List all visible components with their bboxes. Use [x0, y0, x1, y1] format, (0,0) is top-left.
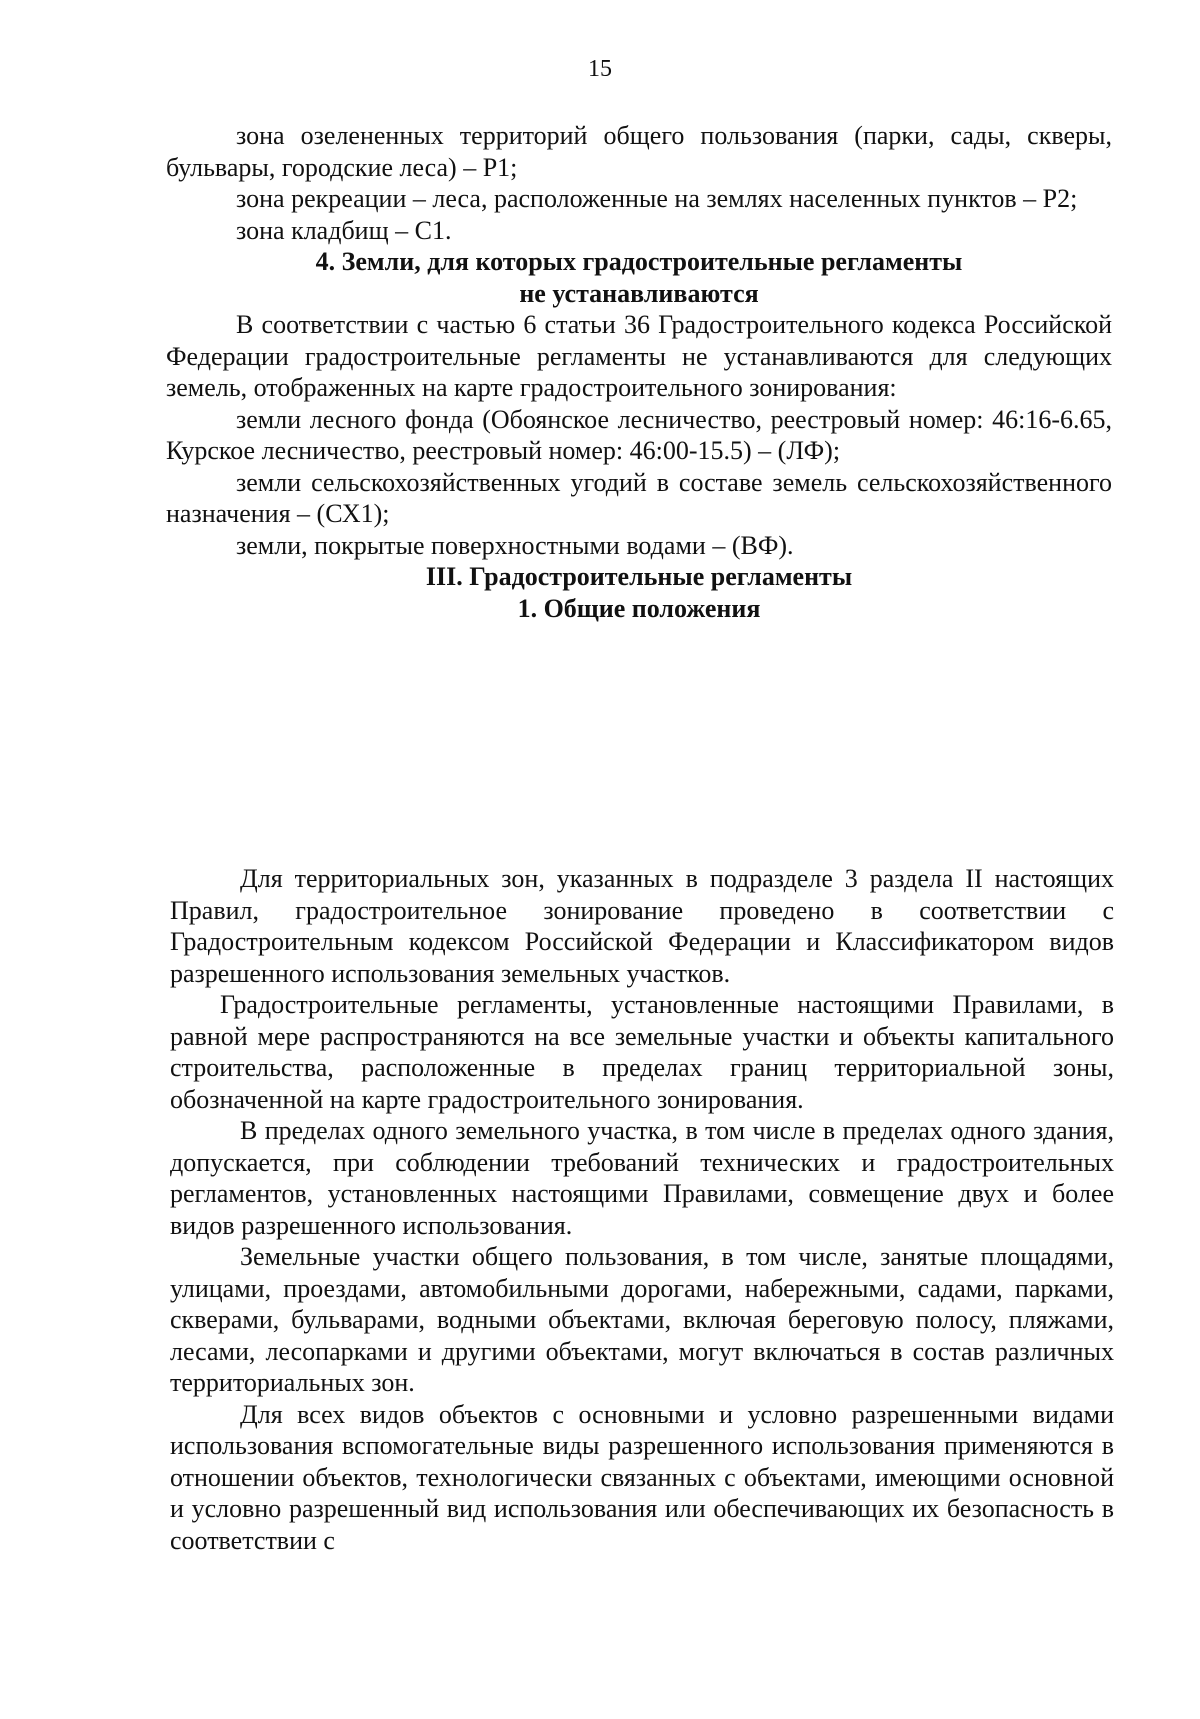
general-provisions-paragraph: Для территориальных зон, указанных в подразделе 3 раздела II настоящих Правил, градостроительное зонирование проведено в соответствии с Градостроительным кодексом Российской Федерации и Классификатором видов разрешенного использования земельных участков.	[170, 864, 1114, 988]
section-4-heading-line1: 4. Земли, для которых градостроительные регламенты	[315, 247, 963, 276]
section-4-heading-line2: не устанавливаются	[519, 278, 759, 308]
section-4-heading	[166, 246, 1112, 309]
general-provisions-paragraph: Земельные участки общего пользования, в том числе, занятые площадями, улицами, проездами, автомобильными дорогами, набережными, садами, парками, скверами, бульварами, водными объектами, включая береговую полосу, пляжами, лесами, лесопарками и другими объектами, могут включаться в состав различных территориальных зон.	[170, 1242, 1114, 1397]
paragraph-zone-c1: зона кладбищ – С1.	[236, 215, 452, 245]
general-provisions-paragraph: Градостроительные регламенты, установленные настоящими Правилами, в равной мере распространяются на все земельные участки и объекты капитального строительства, расположенные в пределах границ территориальной зоны, обозначенной на карте градостроительного зонирования.	[170, 990, 1114, 1114]
paragraph-zone-p2: зона рекреации – леса, расположенные на землях населенных пунктов – Р2;	[236, 184, 1078, 213]
section-4-paragraph: земли, покрытые поверхностными водами – (ВФ).	[236, 530, 794, 560]
section-4-paragraph: земли лесного фонда (Обоянское лесничество, реестровый номер: 46:16-6.65, Курское лесничество, реестровый номер: 46:00-15.5) – (ЛФ);	[166, 404, 1112, 465]
section-4-paragraph: В соответствии с частью 6 статьи 36 Градостроительного кодекса Российской Федерации градостроительные регламенты не устанавливаются для следующих земель, отображенных на карте градостроительного зонирования:	[166, 310, 1112, 402]
section-4-paragraph: земли сельскохозяйственных угодий в составе земель сельскохозяйственного назначения – (СХ1);	[166, 467, 1112, 528]
section-3-1-heading: 1. Общие положения	[517, 593, 761, 623]
page-body-general-provisions	[170, 863, 1114, 1556]
general-provisions-paragraph: В пределах одного земельного участка, в том числе в пределах одного здания, допускается, при соблюдении требований технических и градостроительных регламентов, установленных настоящими Правилами, совмещение двух и более видов разрешенного использования.	[170, 1116, 1114, 1240]
section-3-heading: III. Градостроительные регламенты	[425, 562, 853, 591]
page-body-top	[166, 120, 1112, 624]
paragraph-zone-p1: зона озелененных территорий общего пользования (парки, сады, скверы, бульвары, городские леса) – Р1;	[166, 121, 1112, 182]
general-provisions-paragraph: Для всех видов объектов с основными и условно разрешенными видами использования вспомогательные виды разрешенного использования применяются в отношении объектов, технологически связанных с объектами, имеющими основной и условно разрешенный вид использования или обеспечивающих их безопасность в соответствии с	[170, 1399, 1114, 1555]
page-number: 15	[588, 56, 612, 82]
